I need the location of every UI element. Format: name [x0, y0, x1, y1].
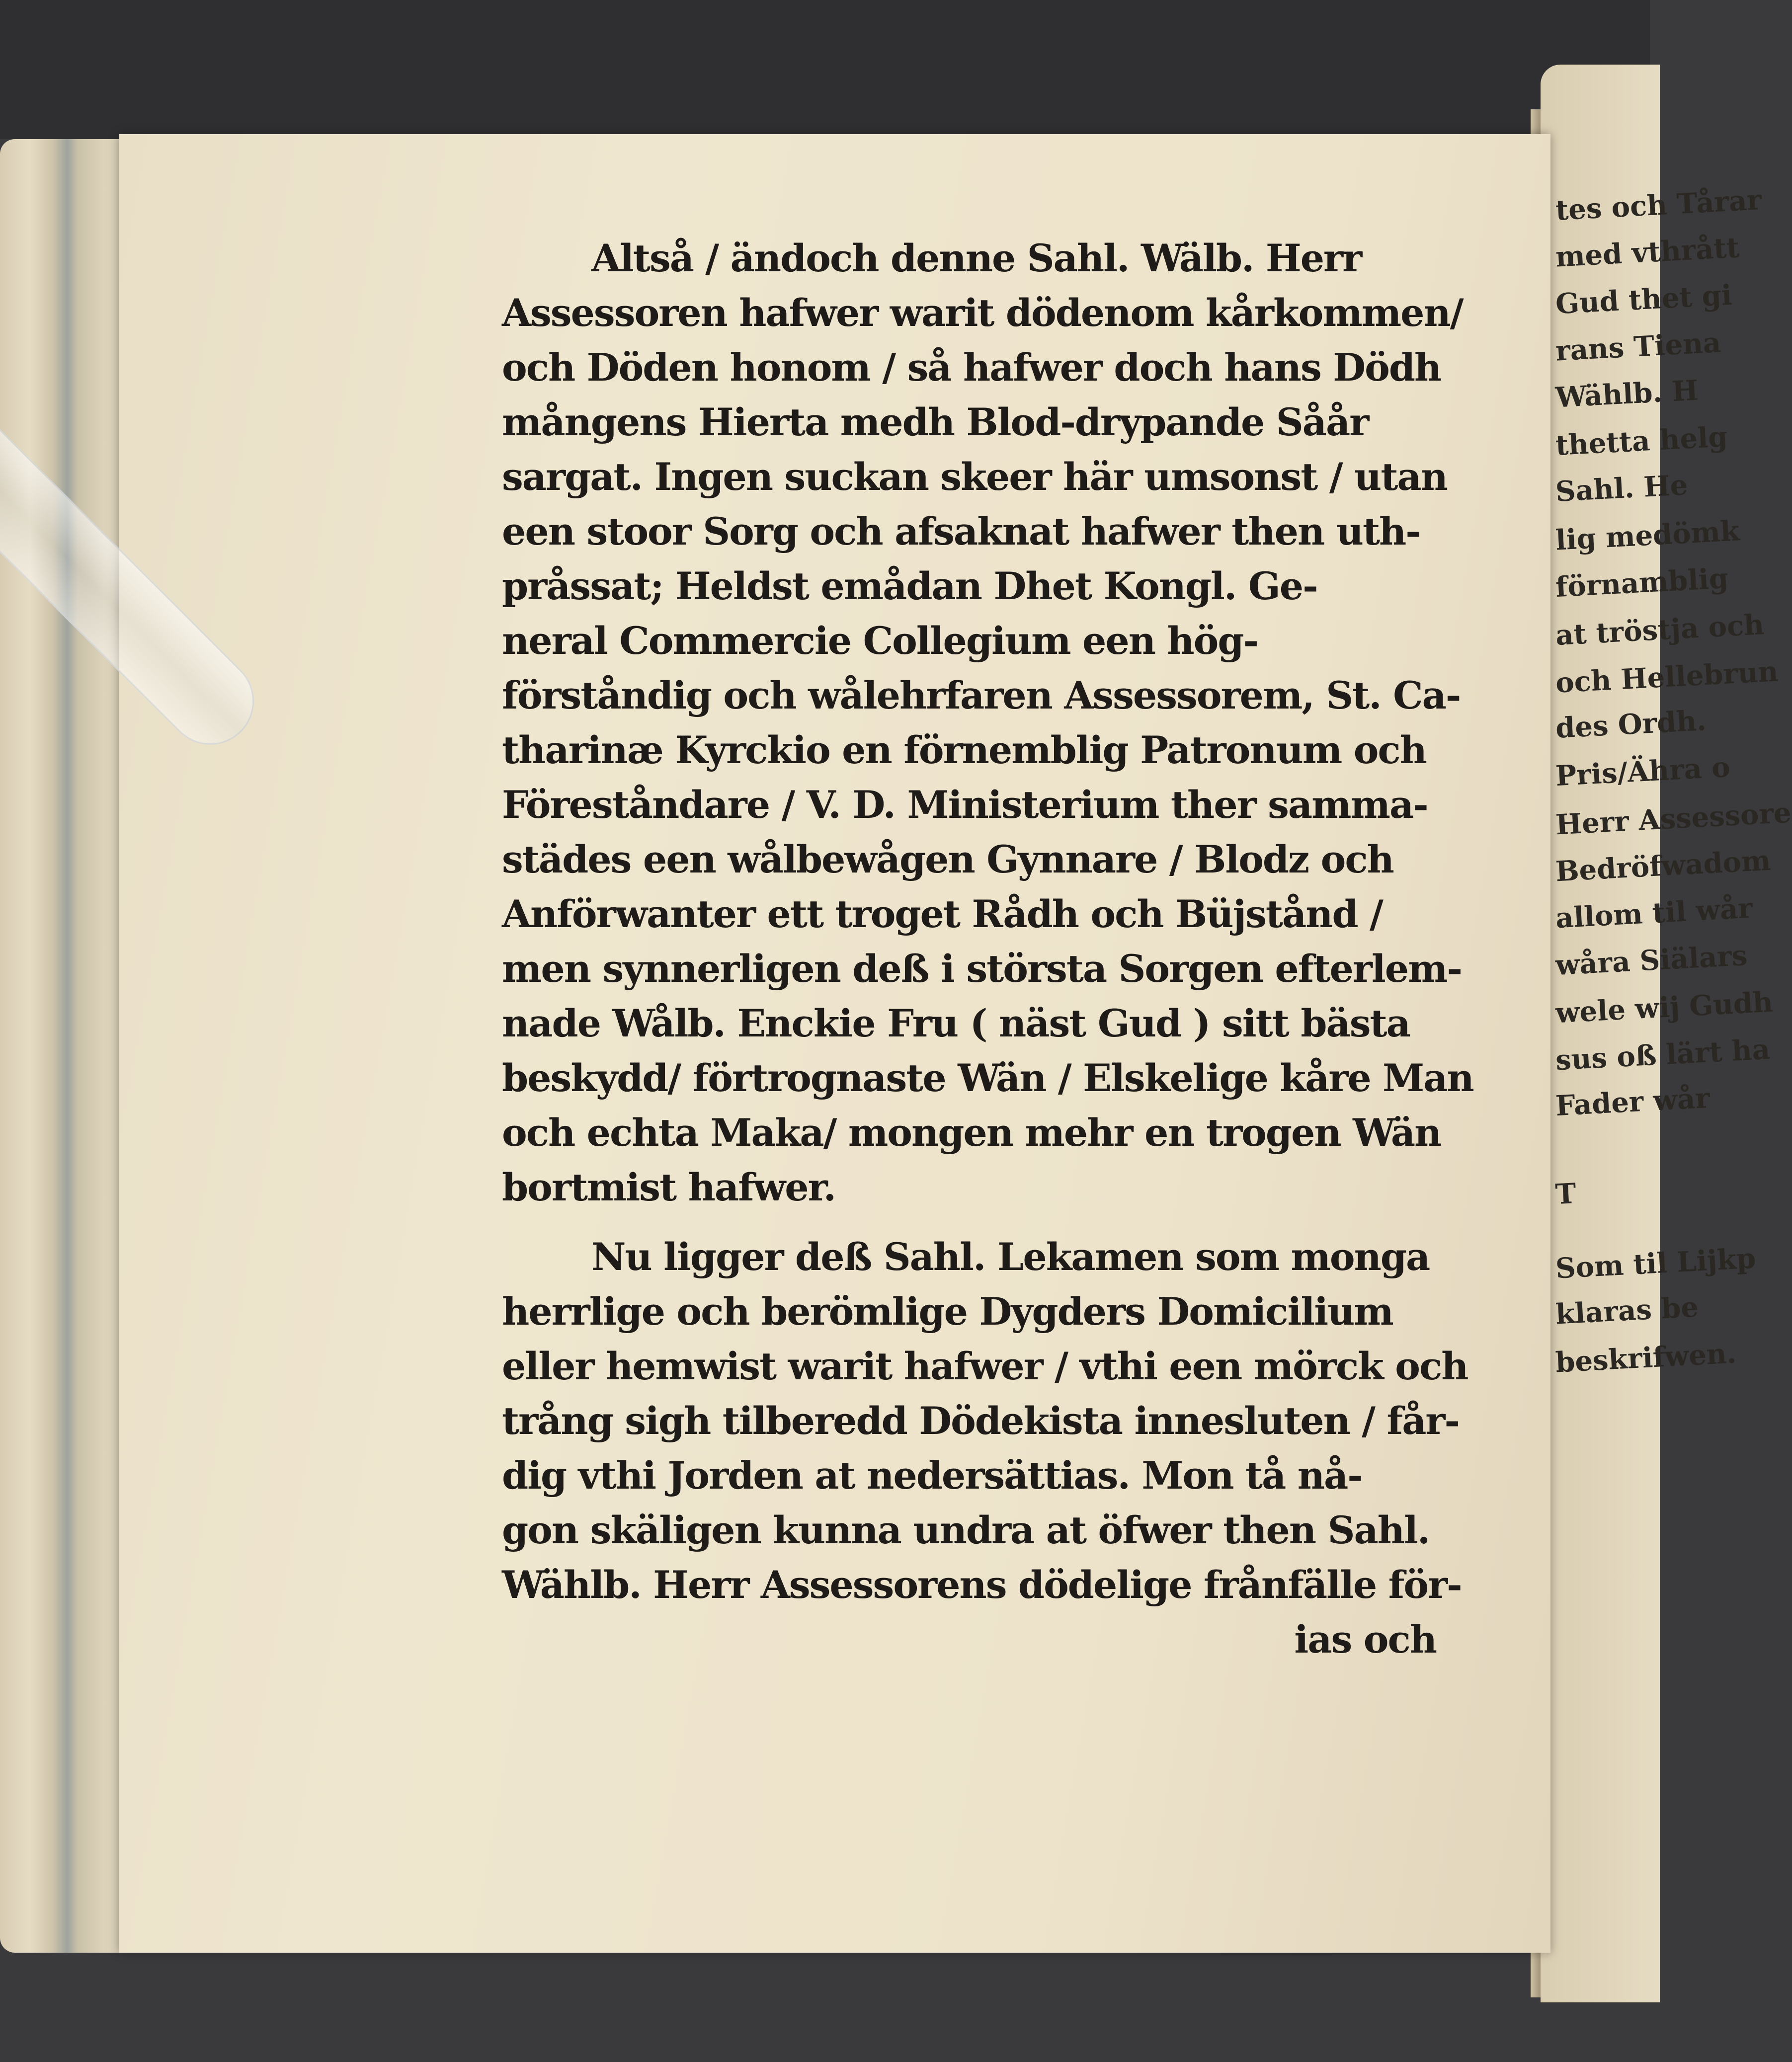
text-line: trång sigh tilberedd Dödekista innesluten / får- — [502, 1399, 1460, 1443]
text-line: beskydd/ förtrognaste Wän / Elskelige kåre Man — [502, 1056, 1473, 1100]
facing-line: thetta helg — [1554, 420, 1728, 463]
facing-line: wele wij Gudh — [1554, 985, 1774, 1030]
text-line: nade Wålb. Enckie Fru ( näst Gud ) sitt bästa — [502, 1001, 1410, 1045]
facing-line: förnamblig — [1554, 561, 1729, 604]
facing-line: och Hellebrun — [1554, 655, 1779, 700]
facing-line: at tröstja och — [1554, 608, 1765, 652]
facing-line: klaras be — [1554, 1290, 1700, 1331]
text-line: städes een wålbewågen Gynnare / Blodz och — [502, 837, 1393, 881]
facing-line: Wählb. H — [1554, 374, 1699, 414]
text-line: herrlige och berömlige Dygders Domicilium — [502, 1289, 1393, 1334]
facing-line: Sahl. He — [1554, 469, 1689, 508]
text-line: mångens Hierta medh Blod-drypande Såår — [502, 400, 1369, 444]
text-line: dig vthi Jorden at nedersättias. Mon tå nå- — [502, 1453, 1362, 1498]
facing-line: beskrifwen. — [1554, 1337, 1737, 1379]
text-line: förståndig och wålehrfaren Assessorem, St. Ca- — [502, 673, 1461, 717]
text-line: Assessoren hafwer warit dödenom kårkommen/ — [502, 291, 1463, 335]
background-top — [0, 0, 1650, 139]
facing-line: med vthrått — [1554, 231, 1740, 274]
facing-line: rans Tiena — [1554, 326, 1722, 368]
catchword: ias och — [1294, 1617, 1436, 1662]
facing-line: Som til Lijkp — [1554, 1242, 1757, 1285]
text-line: och echta Maka/ mongen mehr en trogen Wän — [502, 1110, 1441, 1155]
text-line: men synnerligen deß i största Sorgen efterlem- — [502, 947, 1462, 991]
text-line: Nu ligger deß Sahl. Lekamen som monga — [591, 1235, 1430, 1279]
facing-line: wåra Siälars — [1554, 939, 1748, 982]
facing-line: Bedröfwadom — [1554, 844, 1772, 888]
text-line: gon skäligen kunna undra at öfwer then Sahl. — [502, 1508, 1430, 1552]
text-line: Anförwanter ett troget Rådh och Büjstånd / — [502, 892, 1383, 936]
facing-line: Pris/Ähra o — [1554, 750, 1731, 793]
text-line: sargat. Ingen suckan skeer här umsonst / utan — [502, 455, 1447, 499]
text-line: pråssat; Heldst emådan Dhet Kongl. Ge- — [502, 564, 1317, 608]
text-line: eller hemwist warit hafwer / vthi een mörck och — [502, 1344, 1468, 1388]
facing-line: lig medömk — [1554, 514, 1741, 557]
text-line: tharinæ Kyrckio en förnemblig Patronum och — [502, 728, 1426, 772]
text-line: Föreståndare / V. D. Ministerium ther samma- — [502, 783, 1428, 827]
text-line: Altså / ändoch denne Sahl. Wälb. Herr — [591, 236, 1362, 280]
facing-line: Fader wår — [1554, 1081, 1711, 1123]
text-line: neral Commercie Collegium een hög- — [502, 619, 1258, 663]
facing-line: T — [1554, 1177, 1577, 1211]
text-line: bortmist hafwer. — [502, 1165, 836, 1209]
facing-line: allom til wår — [1554, 891, 1754, 935]
facing-line: sus oß lärt ha — [1554, 1032, 1771, 1077]
facing-page — [1541, 65, 1792, 2002]
facing-line: des Ordh. — [1554, 704, 1707, 745]
facing-line: Herr Assessore — [1554, 796, 1792, 842]
text-line: Wählb. Herr Assessorens dödelige frånfälle för- — [502, 1563, 1462, 1607]
text-line: och Döden honom / så hafwer doch hans Dödh — [502, 345, 1441, 390]
facing-line: tes och Tårar — [1554, 183, 1763, 227]
text-line: een stoor Sorg och afsaknat hafwer then uth- — [502, 509, 1420, 554]
facing-line: Gud thet gi — [1554, 278, 1733, 321]
